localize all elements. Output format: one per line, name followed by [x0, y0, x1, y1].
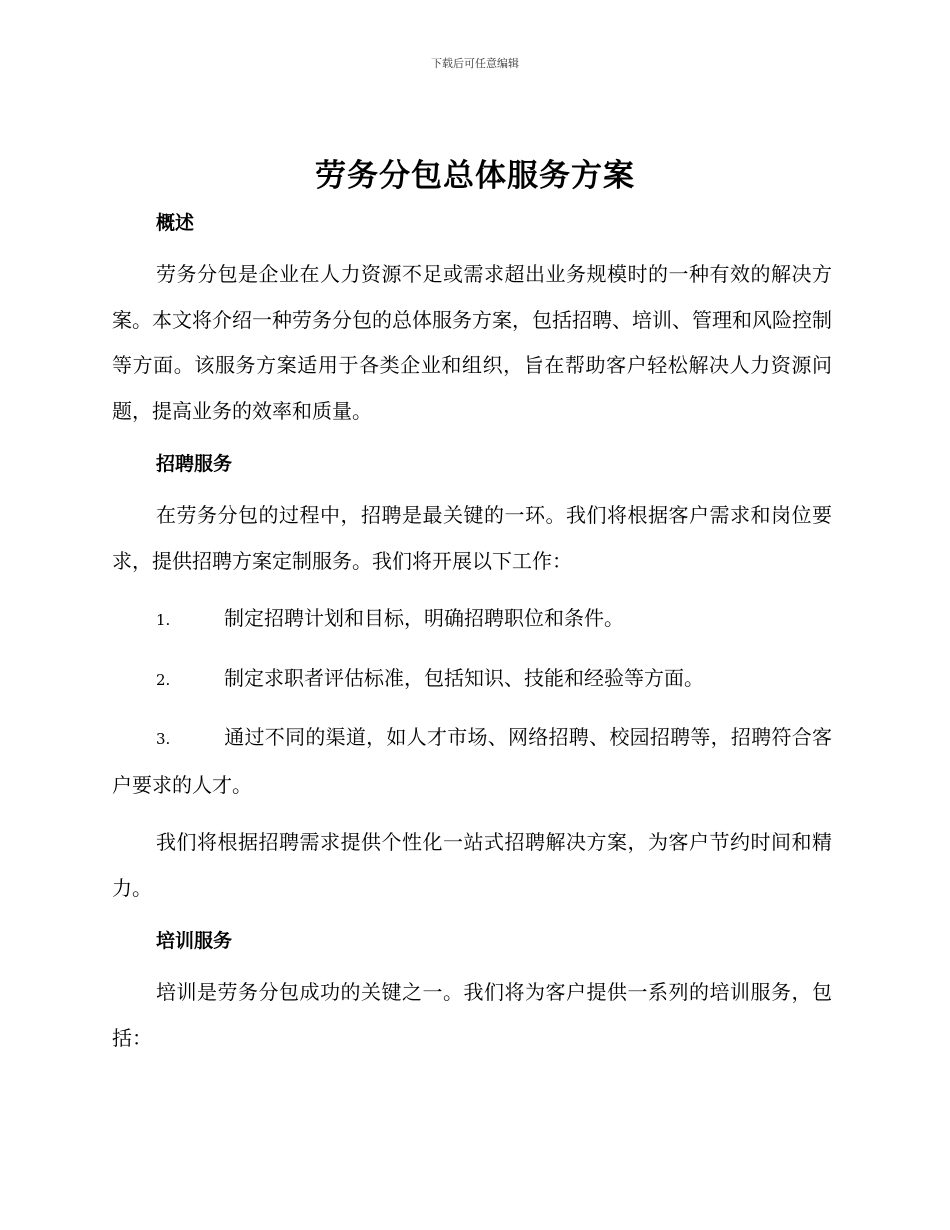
recruitment-closing: 我们将根据招聘需求提供个性化一站式招聘解决方案，为客户节约时间和精力。: [112, 830, 832, 900]
section-heading-recruitment: 招聘服务: [156, 453, 233, 475]
document-body: [112, 205, 832, 1073]
list-item: [112, 596, 832, 644]
document-title: 劳务分包总体服务方案: [315, 158, 635, 194]
list-item: [112, 715, 832, 808]
list-text: 制定求职者评估标准，包括知识、技能和经验等方面。: [224, 665, 704, 690]
list-text: 通过不同的渠道，如人才市场、网络招聘、校园招聘等，招聘符合客户要求的人才。: [112, 725, 832, 797]
list-item: [112, 656, 832, 704]
overview-paragraph: 劳务分包是企业在人力资源不足或需求超出业务规模时的一种有效的解决方案。本文将介绍一种劳务分包的总体服务方案，包括招聘、培训、管理和风险控制等方面。该服务方案适用于各类企业和组织，旨在帮助客户轻松解决人力资源问题，提高业务的效率和质量。: [112, 262, 832, 423]
section-heading-overview: 概述: [156, 212, 195, 234]
training-intro: 培训是劳务分包成功的关键之一。我们将为客户提供一系列的培训服务，包括：: [112, 980, 832, 1050]
recruitment-intro: 在劳务分包的过程中，招聘是最关键的一环。我们将根据客户需求和岗位要求，提供招聘方案定制服务。我们将开展以下工作：: [112, 503, 832, 573]
list-number: 2.: [156, 670, 171, 689]
section-heading-training: 培训服务: [156, 930, 233, 952]
header-note: 下载后可任意编辑: [431, 57, 519, 70]
list-text: 制定招聘计划和目标，明确招聘职位和条件。: [224, 606, 624, 630]
list-number: 3.: [156, 730, 171, 748]
list-number: 1.: [156, 611, 171, 629]
